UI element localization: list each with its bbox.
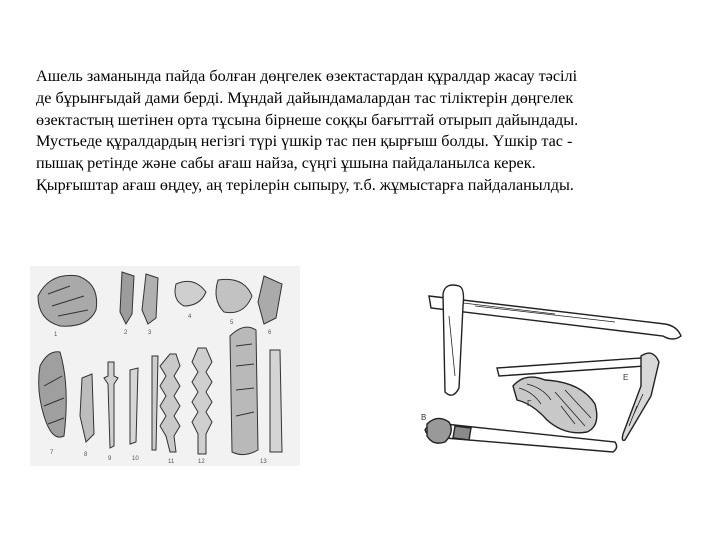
tool-label-e: Е (623, 373, 629, 382)
tool-label-7: 7 (50, 450, 54, 456)
tool-label-10: 10 (132, 456, 139, 462)
tool-label-5: 5 (230, 320, 234, 326)
hafted-tools-illustration (415, 276, 715, 466)
text-line-5: пышақ ретінде және сабы ағаш найза, сүңгі ұшына пайдаланылса керек. (36, 154, 536, 173)
tool-label-v: В (421, 413, 427, 422)
text-line-6: Қырғыштар ағаш өңдеу, аң терілерін сыпыру, т.б. жұмыстарға пайдаланылды. (36, 175, 574, 194)
tool-label-1: 1 (54, 332, 58, 338)
tool-label-13: 13 (260, 459, 267, 465)
stone-tools-illustration (30, 266, 300, 466)
tool-label-11: 11 (168, 459, 175, 465)
tool-label-12: 12 (198, 459, 205, 465)
tool-label-g: Г (527, 399, 532, 408)
tool-label-2: 2 (124, 330, 128, 336)
text-line-3: өзектастың шетінен орта тұсына бірнеше соққы бағыттай отырып дайындады. (36, 110, 579, 129)
tool-label-9: 9 (108, 456, 112, 462)
text-line-4: Мустьеде құралдардың негізгі түрі үшкір тас пен қырғыш болды. Үшкір тас - (36, 132, 573, 151)
tool-label-8: 8 (84, 452, 88, 458)
tool-label-6: 6 (268, 330, 272, 336)
body-text (36, 66, 716, 197)
tool-label-4: 4 (188, 314, 192, 320)
text-line-1: Ашель заманында пайда болған дөңгелек өзектастардан құралдар жасау тәсілі (36, 67, 578, 85)
tool-label-3: 3 (148, 330, 152, 336)
text-line-2: де бұрынғыдай дами берді. Мұндай дайындамалардан тас тіліктерін дөңгелек (36, 88, 574, 107)
